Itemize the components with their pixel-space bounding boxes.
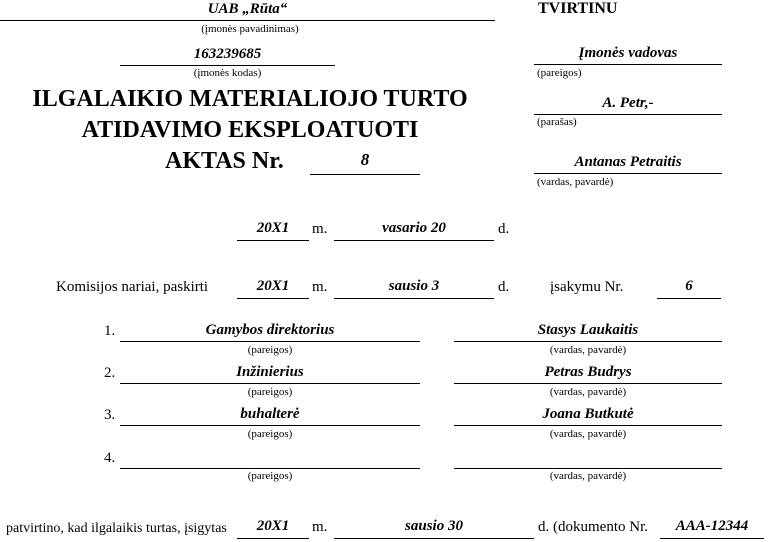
member-1-name-field[interactable]: Stasys Laukaitis [454,321,722,342]
member-3-position-caption: (pareigos) [247,428,293,440]
member-3-name-caption: (vardas, pavardė) [549,428,627,440]
member-4-position-field[interactable] [120,448,420,469]
director-position-field[interactable]: Įmonės vadovas [534,45,722,65]
company-code-caption: (įmonės kodas) [193,67,262,79]
member-3-number: 3. [104,407,116,423]
member-1-position-caption: (pareigos) [247,344,293,356]
act-day-suffix: d. [498,221,510,237]
director-name-field[interactable]: Antanas Petraitis [534,153,722,174]
document-label [538,519,660,536]
commission-day-suffix: d. [498,279,510,295]
member-2-number: 2. [104,365,116,381]
member-2-name-caption: (vardas, pavardė) [549,386,627,398]
member-4-name-caption: (vardas, pavardė) [549,470,627,482]
company-code-field[interactable]: 163239685 [120,45,335,66]
company-name-caption: (įmonės pavadinimas) [201,23,299,35]
member-1-position-field[interactable]: Gamybos direktorius [120,321,420,342]
director-signature-field[interactable]: A. Petr,- [534,95,722,115]
member-2-name-field[interactable]: Petras Budrys [454,363,722,384]
acquired-year-suffix: m. [312,519,328,535]
order-label: įsakymu Nr. [550,279,624,295]
order-number-field[interactable]: 6 [657,277,721,299]
member-3-position-field[interactable]: buhalterė [120,405,420,426]
member-3-name-field[interactable]: Joana Butkutė [454,405,722,426]
member-1-name-caption: (vardas, pavardė) [549,344,627,356]
document-number-field[interactable]: AAA-12344 [660,517,764,539]
commission-year-suffix: m. [312,279,328,295]
member-4-name-field[interactable] [454,448,722,469]
commission-day-field[interactable]: sausio 3 [334,277,494,299]
commission-year-field[interactable]: 20X1 [237,277,309,299]
member-4-position-caption: (pareigos) [247,470,293,482]
company-name-field[interactable]: UAB „Rūta“ [0,0,495,21]
act-label: AKTAS Nr. [165,148,284,174]
member-2-position-caption: (pareigos) [247,386,293,398]
member-1-number: 1. [104,323,116,339]
director-signature-caption: (parašas) [537,116,577,128]
document-label-text: d. (dokumento Nr. [538,519,648,535]
act-day-field[interactable]: vasario 20 [334,219,494,241]
act-number-field[interactable]: 8 [310,150,420,175]
confirmation-text: patvirtino, kad ilgalaikis turtas, įsigytas [6,521,227,536]
commission-intro: Komisijos nariai, paskirti [56,279,209,295]
approve-label: TVIRTINU [538,0,618,17]
director-position-caption: (pareigos) [537,67,582,79]
acquired-year-field[interactable]: 20X1 [237,517,309,539]
member-2-position-field[interactable]: Inžinierius [120,363,420,384]
member-4-number: 4. [104,450,116,466]
title-line-2: ATIDAVIMO EKSPLOATUOTI [81,117,419,143]
act-year-suffix: m. [312,221,328,237]
acquired-day-field[interactable]: sausio 30 [334,517,534,539]
act-year-field[interactable]: 20X1 [237,219,309,241]
title-line-1: ILGALAIKIO MATERIALIOJO TURTO [32,86,468,112]
director-name-caption: (vardas, pavardė) [537,176,614,188]
